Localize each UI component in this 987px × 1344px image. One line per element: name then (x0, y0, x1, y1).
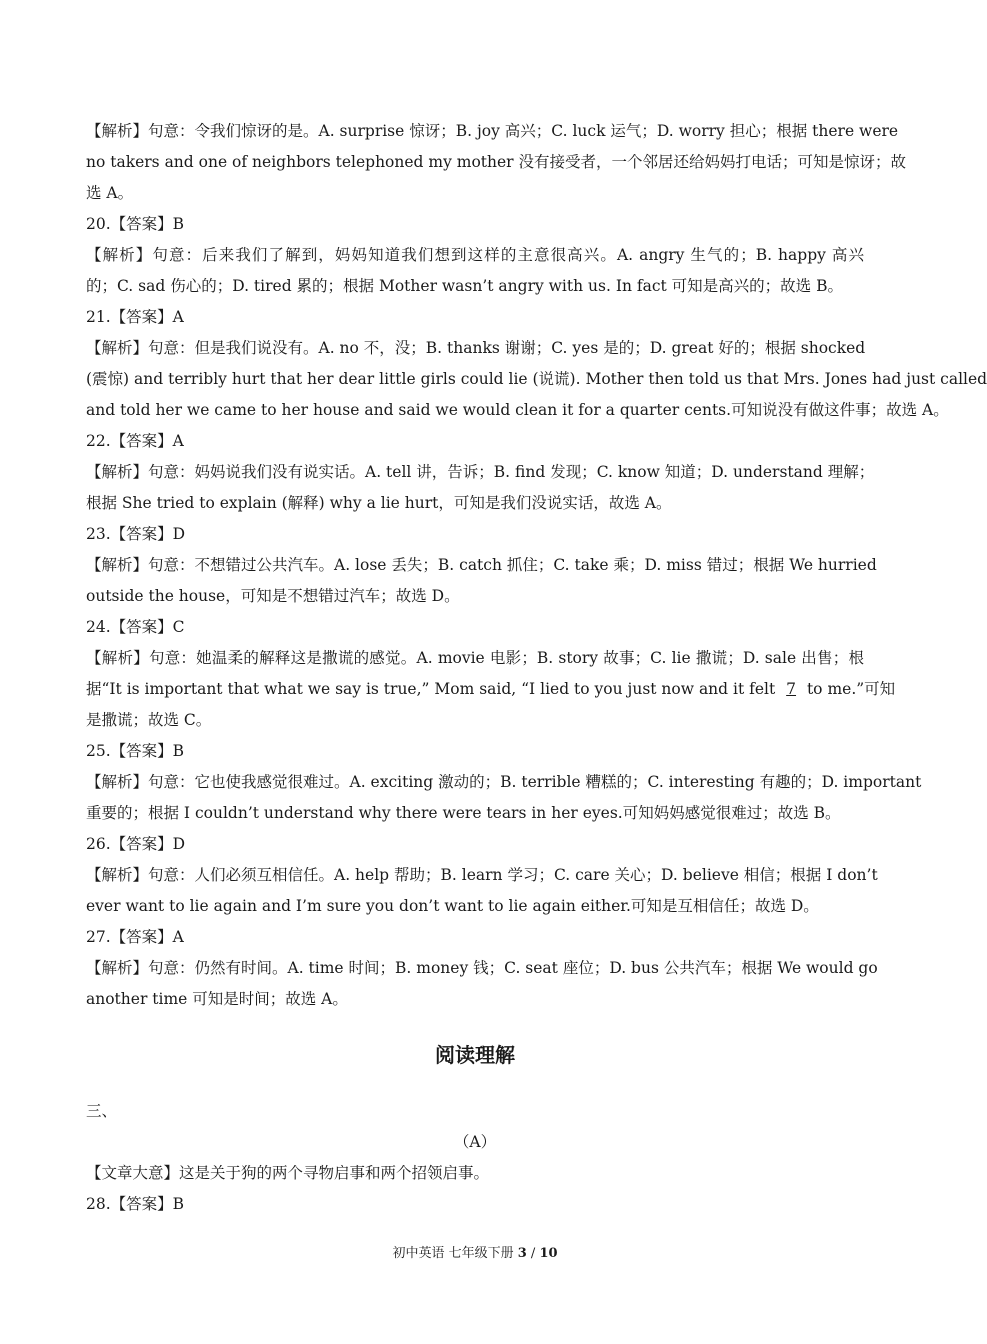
answer-heading: 27.【答案】A (86, 928, 184, 946)
text-line: ever want to lie again and I’m sure you don’t want to lie again either.可知是互相信任；故选 D。 (86, 897, 819, 915)
section-title: 阅读理解 (435, 1043, 515, 1067)
answer-heading: 21.【答案】A (86, 308, 184, 326)
text-line: 【解析】句意：但是我们说没有。A. no 不，没；B. thanks 谢谢；C. yes 是的；D. great 好的；根据 shocked (86, 339, 866, 357)
quote-before: 据“It is important that what we say is true,” Mom said, “I lied to you just now and it felt (86, 680, 781, 698)
reading-section (86, 1096, 864, 1220)
quote-after: to me.”可知 (802, 680, 896, 698)
text-line: another time 可知是时间；故选 A。 (86, 990, 348, 1008)
answer-heading: 24.【答案】C (86, 618, 185, 636)
answer-heading: 20.【答案】B (86, 215, 185, 233)
page-number: 3 (517, 1246, 527, 1261)
text-line: 【解析】句意：不想错过公共汽车。A. lose 丢失；B. catch 抓住；C. take 乘；D. miss 错过；根据 We hurried (86, 556, 877, 574)
summary-line: 【文章大意】这是关于狗的两个寻物启事和两个招领启事。 (86, 1164, 490, 1182)
text-line: no takers and one of neighbors telephoned my mother 没有接受者，一个邻居还给妈妈打电话；可知是惊讶；故 (86, 153, 907, 171)
answer-heading: 23.【答案】D (86, 525, 186, 543)
answer-heading: 22.【答案】A (86, 432, 184, 450)
text-line: 【解析】句意：它也使我感觉很难过。A. exciting 激动的；B. terrible 糟糕的；C. interesting 有趣的；D. important (86, 773, 922, 791)
text-line: 【解析】句意：人们必须互相信任。A. help 帮助；B. learn 学习；C. care 关心；D. believe 相信；根据 I don’t (86, 866, 878, 884)
page-footer (0, 1244, 950, 1264)
answer-heading: 26.【答案】D (86, 835, 186, 853)
text-line: 是撒谎；故选 C。 (86, 711, 212, 729)
text-line: 【解析】句意：妈妈说我们没有说实话。A. tell 讲，告诉；B. find 发现；C. know 知道；D. understand 理解； (86, 463, 875, 481)
page-separator: / (526, 1246, 540, 1261)
text-line: 根据 She tried to explain (解释) why a lie hurt，可知是我们没说实话，故选 A。 (86, 494, 672, 512)
text-line: 的；C. sad 伤心的；D. tired 累的；根据 Mother wasn’t angry with us. In fact 可知是高兴的；故选 B。 (86, 277, 843, 295)
passage-label: （A） (453, 1133, 497, 1151)
part-label: 三、 (86, 1102, 118, 1120)
text-line: 重要的；根据 I couldn’t understand why there were tears in her eyes.可知妈妈感觉很难过；故选 B。 (86, 804, 841, 822)
blank-number: 7 (786, 680, 797, 698)
text-line: 【解析】句意：令我们惊讶的是。A. surprise 惊讶；B. joy 高兴；C. luck 运气；D. worry 担心；根据 there were (86, 122, 899, 140)
answer-heading: 25.【答案】B (86, 742, 185, 760)
text-line: 【解析】句意：后来我们了解到，妈妈知道我们想到这样的主意很高兴。A. angry 生气的；B. happy 高兴 (86, 246, 864, 264)
answer-key-body (86, 116, 987, 1015)
text-line: 【解析】句意：她温柔的解释这是撒谎的感觉。A. movie 电影；B. story 故事；C. lie 撒谎；D. sale 出售；根 (86, 649, 864, 667)
answer-heading: 28.【答案】B (86, 1195, 185, 1213)
text-line-with-blank (86, 674, 896, 705)
text-line: 选 A。 (86, 184, 134, 202)
text-line: outside the house，可知是不想错过汽车；故选 D。 (86, 587, 460, 605)
footer-text: 初中英语 七年级下册 (392, 1246, 518, 1261)
text-line: (震惊) and terribly hurt that her dear little girls could lie (说谎). Mother then told us that Mrs. Jones had just called (86, 370, 987, 388)
text-line: 【解析】句意：仍然有时间。A. time 时间；B. money 钱；C. seat 座位；D. bus 公共汽车；根据 We would go (86, 959, 878, 977)
text-line: and told her we came to her house and said we would clean it for a quarter cents.可知说没有做这件事；故选 A。 (86, 401, 949, 419)
page-total: 10 (539, 1246, 558, 1261)
